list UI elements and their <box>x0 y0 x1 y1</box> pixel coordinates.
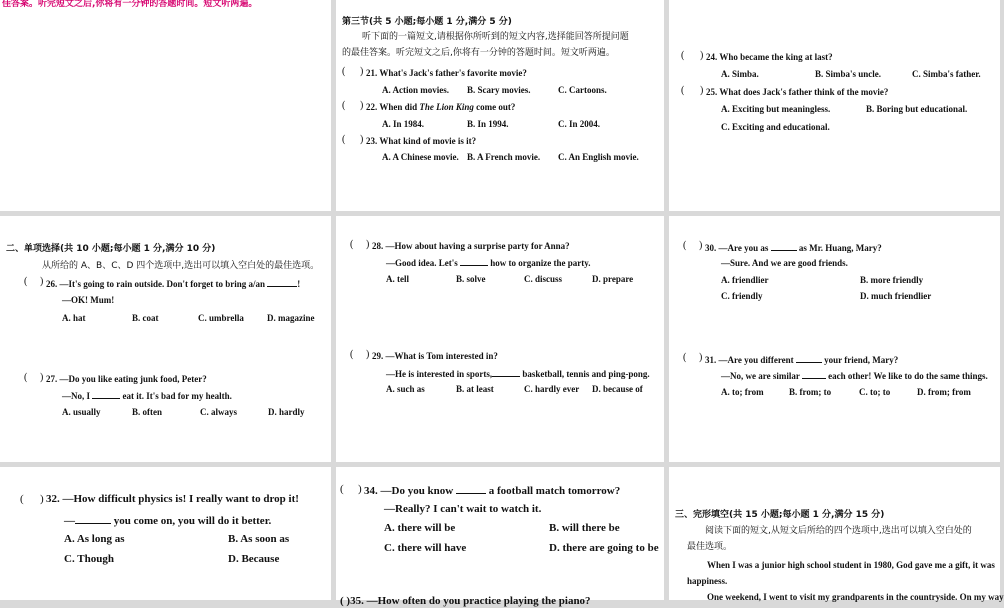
answer-paren-close: ) <box>360 100 364 111</box>
question-reply: —Sure. And we are good friends. <box>721 258 848 268</box>
option-a[interactable]: A. to; from <box>721 387 764 397</box>
page-panel-middle-left <box>0 216 331 462</box>
option-c[interactable]: C. An English movie. <box>558 152 639 162</box>
answer-paren-close: ) <box>366 239 370 250</box>
page-panel-bottom-right <box>669 467 1004 602</box>
answer-paren-close: ) <box>699 352 703 363</box>
option-c[interactable]: C. Though <box>64 553 114 565</box>
answer-paren-close: ) <box>360 134 364 145</box>
option-b[interactable]: B. will there be <box>549 522 620 534</box>
option-d[interactable]: D. prepare <box>592 274 634 284</box>
option-b[interactable]: B. A French movie. <box>467 152 541 162</box>
option-c[interactable]: C. Cartoons. <box>558 85 607 95</box>
answer-paren-close: ) <box>366 349 370 360</box>
question-stem: 32. —How difficult physics is! I really want to drop it! <box>46 493 299 505</box>
section-instructions: 从所给的 A、B、C、D 四个选项中,选出可以填入空白处的最佳选项。 <box>42 261 320 271</box>
answer-blank[interactable] <box>92 389 120 399</box>
answer-paren[interactable]: ( <box>342 134 346 145</box>
answer-paren[interactable]: ( <box>350 349 354 360</box>
question-stem: 24. Who became the king at last? <box>706 52 833 62</box>
page-panel-middle-center <box>336 216 664 462</box>
option-c[interactable]: C. always <box>200 407 238 417</box>
answer-blank[interactable] <box>460 256 488 266</box>
option-d[interactable]: D. from; from <box>917 387 971 397</box>
option-c[interactable]: C. to; to <box>859 387 891 397</box>
question-reply: — you come on, you will do it better. <box>64 512 271 528</box>
question-stem: 25. What does Jack's father think of the movie? <box>706 87 889 97</box>
answer-blank[interactable] <box>456 482 486 494</box>
answer-paren-close: ) <box>700 50 704 61</box>
answer-paren-close: ) <box>40 276 44 287</box>
answer-paren-close: ) <box>358 483 362 495</box>
section-title: 三、完形填空(共 15 小题;每小题 1 分,满分 15 分) <box>675 510 885 520</box>
page-panel-middle-right <box>669 216 1000 462</box>
option-a[interactable]: A. In 1984. <box>382 119 425 129</box>
answer-blank[interactable] <box>492 367 520 377</box>
listening-instruction-tail: 佳答案。听完短文之后,你将有一分钟的答题时间。短文听两遍。 <box>2 0 258 9</box>
option-c[interactable]: C. there will have <box>384 542 467 554</box>
page-panel-top-left <box>0 0 331 211</box>
answer-paren-close: ) <box>360 66 364 77</box>
answer-blank[interactable] <box>802 369 826 379</box>
option-b[interactable]: B. more friendly <box>860 275 924 285</box>
option-a[interactable]: A. friendlier <box>721 275 769 285</box>
section-instructions: 的最佳答案。听完短文之后,你将有一分钟的答题时间。短文听两遍。 <box>342 48 615 58</box>
page-panel-top-middle <box>336 0 664 211</box>
option-c[interactable]: C. Simba's father. <box>912 69 981 79</box>
section-instructions: 听下面的一篇短文,请根据你所听到的短文内容,选择能回答所提问题 <box>362 32 629 42</box>
question-reply: —OK! Mum! <box>62 295 115 305</box>
question-stem: 23. What kind of movie is it? <box>366 136 477 146</box>
answer-blank[interactable] <box>796 353 822 363</box>
option-a[interactable]: A. tell <box>386 274 409 284</box>
passage-line: happiness. <box>687 576 728 586</box>
option-a[interactable]: A. As long as <box>64 533 125 545</box>
option-b[interactable]: B. In 1994. <box>467 119 509 129</box>
answer-paren[interactable]: ( <box>24 372 28 383</box>
question-stem: 22. When did The Lion King come out? <box>366 102 516 112</box>
section-instructions: 最佳选项。 <box>687 542 733 552</box>
section-title: 二、单项选择(共 10 小题;每小题 1 分,满分 10 分) <box>6 244 216 254</box>
option-a[interactable]: A. hat <box>62 313 86 323</box>
option-a[interactable]: A. Action movies. <box>382 85 449 95</box>
option-c[interactable]: C. Exciting and educational. <box>721 122 830 132</box>
answer-paren-close: ) <box>40 372 44 383</box>
question-stem: 30. —Are you as as Mr. Huang, Mary? <box>705 243 882 253</box>
question-reply: —Good idea. Let's how to organize the party. <box>386 258 591 268</box>
option-d[interactable]: D. there are going to be <box>549 542 659 554</box>
option-b[interactable]: B. coat <box>132 313 159 323</box>
option-a[interactable]: A. such as <box>386 384 425 394</box>
option-a[interactable]: A. there will be <box>384 522 456 534</box>
option-c[interactable]: C. hardly ever <box>524 384 580 394</box>
passage-line: One weekend, I went to visit my grandparents in the countryside. On my way <box>707 592 1004 602</box>
answer-paren[interactable]: ( <box>350 239 354 250</box>
page-panel-bottom-left <box>0 467 331 600</box>
section-title: 第三节(共 5 小题;每小题 1 分,满分 5 分) <box>342 17 512 27</box>
answer-blank[interactable] <box>267 277 297 287</box>
answer-paren-close: ) <box>699 240 703 251</box>
answer-blank[interactable] <box>771 241 797 251</box>
answer-paren[interactable]: ( <box>342 100 346 111</box>
option-b[interactable]: B. Simba's uncle. <box>815 69 882 79</box>
page-panel-bottom-center <box>336 467 664 607</box>
option-b[interactable]: B. often <box>132 407 162 417</box>
option-b[interactable]: B. solve <box>456 274 486 284</box>
option-c[interactable]: C. friendly <box>721 291 763 301</box>
question-reply: —Really? I can't wait to watch it. <box>384 503 542 515</box>
page-panel-top-right <box>669 0 1000 211</box>
option-c[interactable]: C. discuss <box>524 274 563 284</box>
option-a[interactable]: A. A Chinese movie. <box>382 152 459 162</box>
option-d[interactable]: D. Because <box>228 553 280 565</box>
option-b[interactable]: B. from; to <box>789 387 832 397</box>
answer-paren[interactable]: ( <box>24 276 28 287</box>
answer-paren[interactable]: ( <box>683 240 687 251</box>
option-d[interactable]: D. magazine <box>267 313 315 323</box>
option-b[interactable]: B. As soon as <box>228 533 290 545</box>
question-stem: 34. —Do you know a football match tomorrow? <box>364 482 620 498</box>
answer-paren-close: ) <box>700 85 704 96</box>
answer-blank[interactable] <box>75 512 111 524</box>
answer-paren[interactable]: ( <box>683 352 687 363</box>
option-a[interactable]: A. Exciting but meaningless. <box>721 104 831 114</box>
answer-paren[interactable]: ( <box>20 493 24 505</box>
option-b[interactable]: B. at least <box>456 384 494 394</box>
option-c[interactable]: C. In 2004. <box>558 119 601 129</box>
option-d[interactable]: D. much friendlier <box>860 291 932 301</box>
option-d[interactable]: D. because of <box>592 384 643 394</box>
answer-paren[interactable]: ( <box>681 85 685 96</box>
question-reply: —No, we are similar each other! We like to do the same things. <box>721 371 988 381</box>
answer-paren-close: ) <box>40 493 44 505</box>
option-d[interactable]: D. hardly <box>268 407 305 417</box>
question-reply: —No, I eat it. It's bad for my health. <box>62 391 232 401</box>
question-stem: 21. What's Jack's father's favorite movie? <box>366 68 527 78</box>
option-b[interactable]: B. Boring but educational. <box>866 104 968 114</box>
question-reply: —He is interested in sports, basketball, tennis and ping-pong. <box>386 369 650 379</box>
option-c[interactable]: C. umbrella <box>198 313 244 323</box>
question-stem: 26. —It's going to rain outside. Don't forget to bring a/an ! <box>46 279 301 289</box>
section-instructions: 阅读下面的短文,从短文后所给的四个选项中,选出可以填入空白处的 <box>705 526 972 536</box>
question-stem: 31. —Are you different your friend, Mary? <box>705 355 899 365</box>
answer-paren[interactable]: ( <box>681 50 685 61</box>
answer-paren[interactable]: ( <box>342 66 346 77</box>
passage-line: When I was a junior high school student in 1980, God gave me a gift, it was <box>707 560 995 570</box>
question-stem: 27. —Do you like eating junk food, Peter? <box>46 374 207 384</box>
option-a[interactable]: A. Simba. <box>721 69 759 79</box>
question-stem: 28. —How about having a surprise party for Anna? <box>372 241 570 251</box>
question-35-partial: ( )35. —How often do you practice playing the piano? <box>340 595 591 607</box>
option-b[interactable]: B. Scary movies. <box>467 85 531 95</box>
option-a[interactable]: A. usually <box>62 407 101 417</box>
answer-paren[interactable]: ( <box>340 483 344 495</box>
question-stem: 29. —What is Tom interested in? <box>372 351 498 361</box>
